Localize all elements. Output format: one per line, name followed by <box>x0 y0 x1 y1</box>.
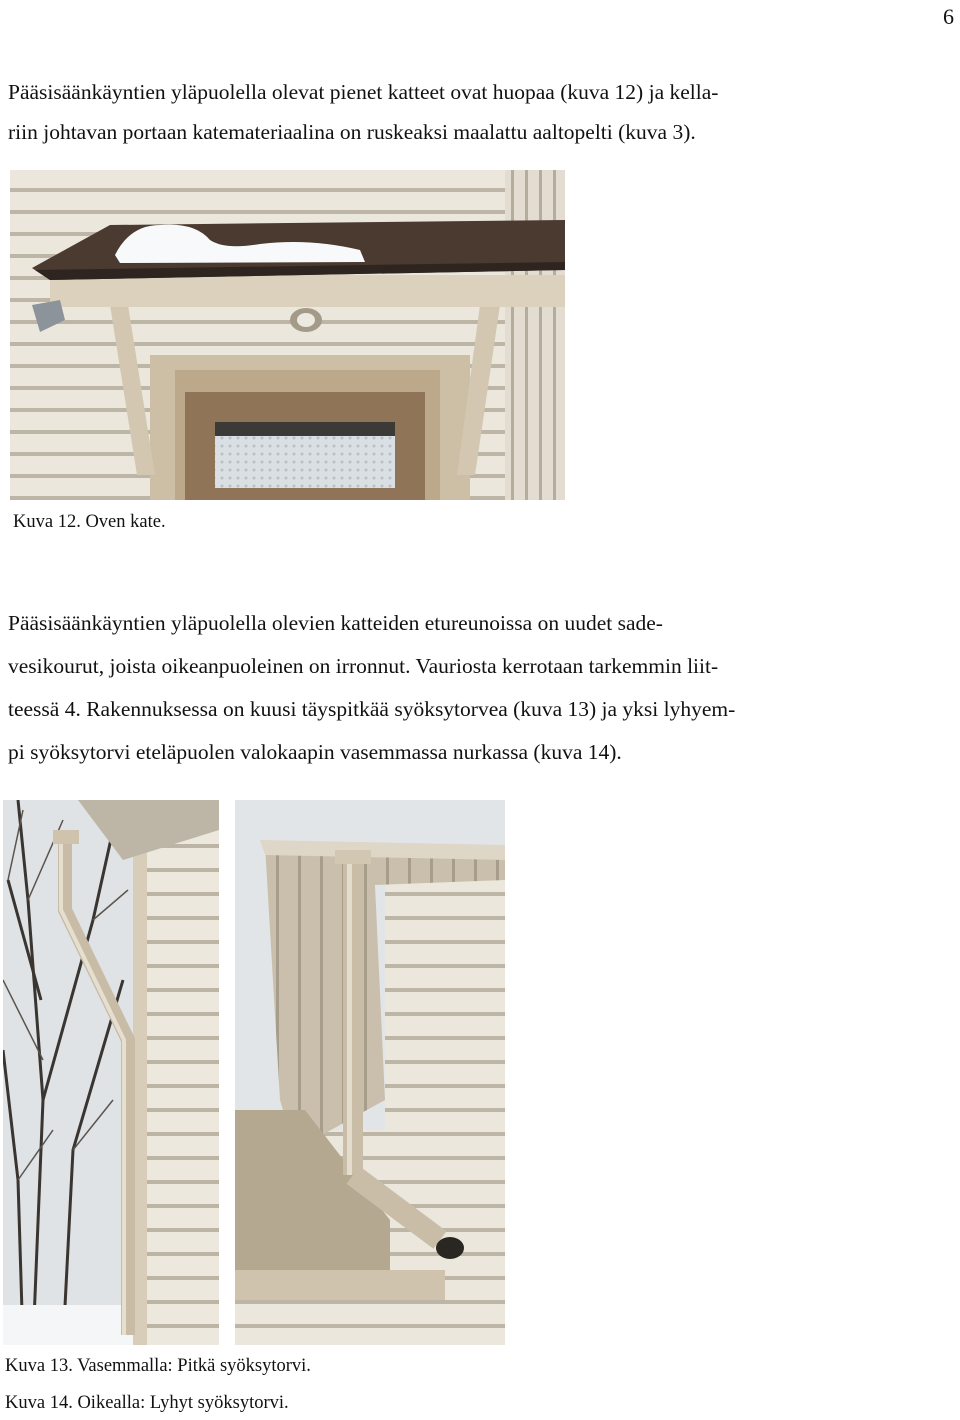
caption-kuva-12: Kuva 12. Oven kate. <box>13 512 166 532</box>
photo-door-canopy <box>10 170 565 500</box>
caption-kuva-14: Kuva 14. Oikealla: Lyhyt syöksytorvi. <box>5 1393 289 1413</box>
text-line: riin johtavan portaan katemateriaalina on ruskeaksi maalattu aaltopelti (kuva 3). <box>8 120 696 144</box>
paragraph-gutters <box>8 602 953 774</box>
text-line: teessä 4. Rakennuksessa on kuusi täyspitkää syöksytorvea (kuva 13) ja yksi lyhyem- <box>8 697 736 721</box>
caption-kuva-13: Kuva 13. Vasemmalla: Pitkä syöksytorvi. <box>5 1356 311 1376</box>
text-line: Pääsisäänkäyntien yläpuolella olevat pienet katteet ovat huopaa (kuva 12) ja kella- <box>8 80 719 104</box>
photo-short-downpipe <box>235 800 505 1345</box>
text-line: Pääsisäänkäyntien yläpuolella olevien katteiden etureunoissa on uudet sade- <box>8 611 663 635</box>
text-line: pi syöksytorvi eteläpuolen valokaapin vasemmassa nurkassa (kuva 14). <box>8 740 622 764</box>
page-number: 6 <box>943 4 954 29</box>
photo-long-downpipe <box>3 800 219 1345</box>
paragraph-roofs <box>8 72 953 152</box>
text-line: vesikourut, joista oikeanpuoleinen on irronnut. Vauriosta kerrotaan tarkemmin liit- <box>8 654 719 678</box>
